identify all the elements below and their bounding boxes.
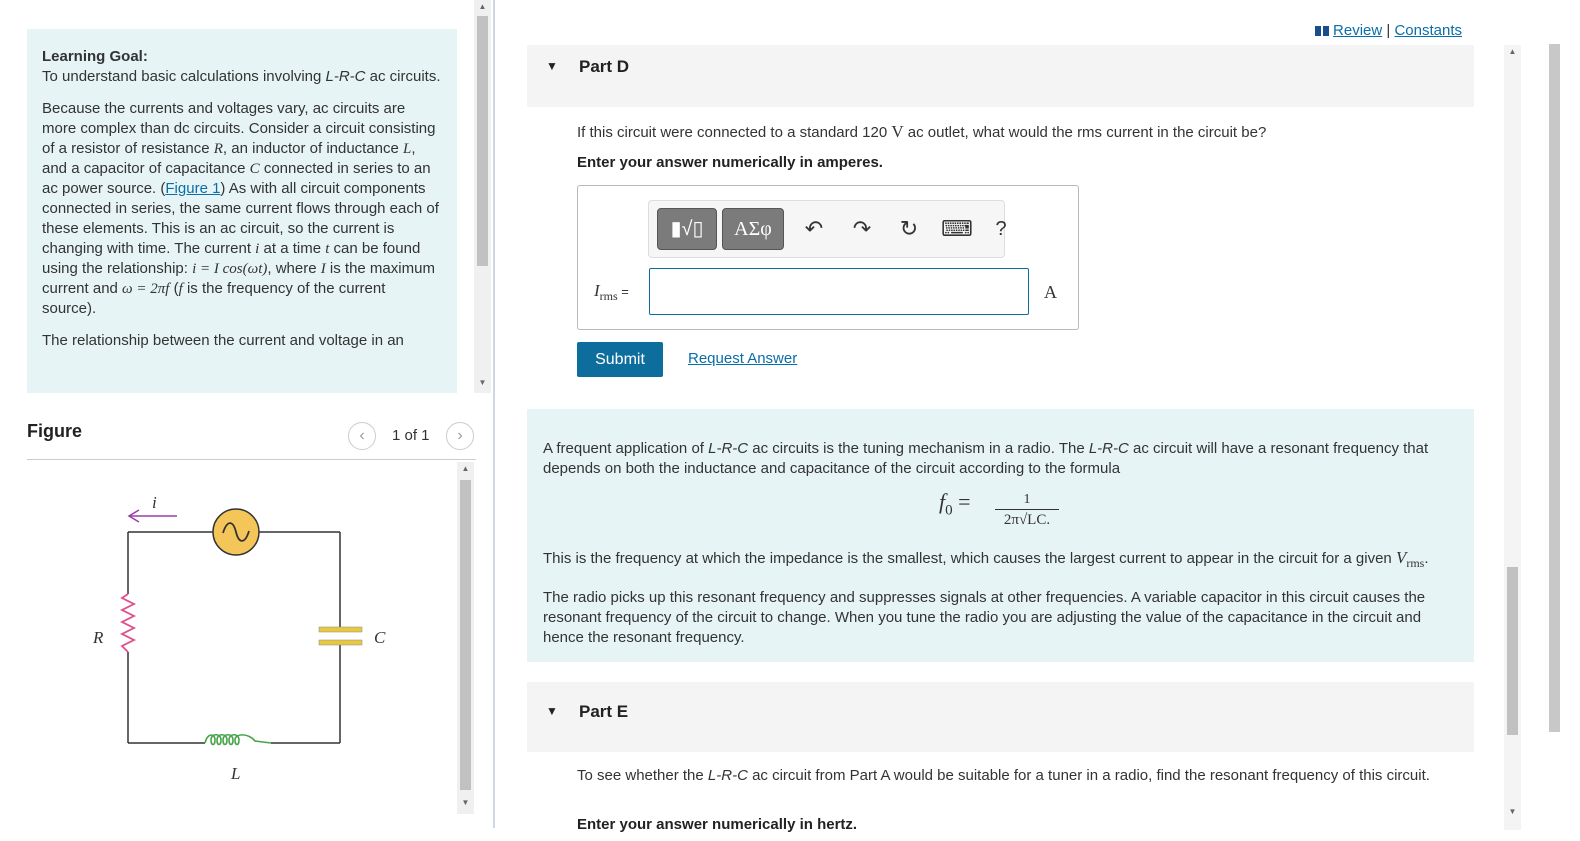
part-d-header[interactable]: [527, 45, 1474, 107]
irms-label: $I_{rms}$ =: [594, 281, 629, 303]
answer-input[interactable]: [649, 268, 1029, 315]
info-paragraph-1: A frequent application of L-R-C ac circuits is the tuning mechanism in a radio. The L-R-C ac circuit will have a resonant frequency that depends on both the inductance and capacitance of the circuit according to the formula: [543, 440, 1429, 477]
figure-scrollbar[interactable]: [457, 462, 474, 814]
scroll-down-icon[interactable]: ▼: [1508, 807, 1517, 816]
panel-divider[interactable]: [493, 0, 495, 828]
greek-symbols-button[interactable]: ΑΣφ: [722, 208, 784, 250]
part-e-instruction: Enter your answer numerically in hertz.: [577, 816, 858, 833]
scroll-up-icon[interactable]: ▲: [1508, 47, 1517, 56]
unit-label: A: [1044, 282, 1057, 302]
part-e-question: To see whether the L-R-C ac circuit from Part A would be suitable for a tuner in a radio, find the resonant frequency of this circuit.: [577, 767, 1430, 784]
collapse-triangle-icon[interactable]: ▼: [546, 59, 558, 73]
resonance-fraction: 1 2π√LC.: [995, 492, 1059, 529]
scroll-thumb[interactable]: [477, 16, 488, 266]
learning-goal-box: [27, 29, 457, 393]
review-link[interactable]: Review: [1333, 22, 1383, 39]
circuit-diagram: [27, 470, 457, 810]
help-icon[interactable]: ?: [995, 218, 1007, 240]
info-box: [527, 409, 1474, 662]
goal-heading: Learning Goal: To understand basic calculations involving L-R-C ac circuits.: [42, 48, 441, 85]
info-paragraph-2: This is the frequency at which the impedance is the smallest, which causes the largest current to appear in the circuit for a given $V_{rms}$.: [543, 548, 1429, 570]
scroll-thumb[interactable]: [1549, 44, 1560, 732]
page-scrollbar[interactable]: [1504, 45, 1521, 830]
redo-icon[interactable]: ↷: [852, 216, 872, 241]
resonance-formula: $f_0$ =: [939, 489, 971, 519]
top-links: Review | Constants: [1315, 22, 1462, 39]
keyboard-icon[interactable]: ⌨: [941, 216, 973, 241]
figure-divider: [27, 459, 476, 460]
window-scrollbar[interactable]: [1546, 0, 1563, 841]
label-C: C: [374, 628, 386, 647]
collapse-triangle-icon[interactable]: ▼: [546, 704, 558, 718]
scroll-thumb[interactable]: [460, 480, 471, 790]
scroll-down-icon[interactable]: ▼: [461, 798, 470, 807]
submit-button[interactable]: Submit: [577, 342, 663, 377]
constants-link[interactable]: Constants: [1394, 22, 1462, 39]
scroll-thumb[interactable]: [1507, 567, 1518, 735]
info-paragraph-3: The radio picks up this resonant frequency and suppresses signals at other frequencies. A variable capacitor in this circuit causes the resonant frequency of the circuit to change. When you tune the radio you are adjusting the value of the capacitance in the circuit and hence the resonant frequency.: [543, 589, 1426, 646]
reset-icon[interactable]: ↻: [899, 216, 919, 241]
part-d-question: If this circuit were connected to a standard 120 V ac outlet, what would the rms current in the circuit be?: [577, 122, 1267, 141]
math-toolbar: [648, 200, 1005, 258]
part-d-instruction: Enter your answer numerically in amperes.: [577, 154, 883, 171]
figure-title: Figure: [27, 421, 83, 441]
part-e-header[interactable]: [527, 682, 1474, 752]
goal-title: Learning Goal:: [42, 48, 148, 65]
figure-1-link[interactable]: Figure 1: [165, 180, 221, 197]
answer-box: [577, 185, 1079, 330]
right-panel: [496, 0, 1580, 841]
book-icon: [1315, 26, 1329, 36]
goal-description: Because the currents and voltages vary, ac circuits are more complex than dc circuits. Consider a circuit consisting of a resistor of resistance R, an inductor of inductance L, and a capacitor of capacitance C connected in series to an ac power source. (Figure 1) As with all circuit components connected in series, the same current flows through each of these elements. This is an ac circuit, so the current is changing with time. The current i at a time t can be found using the relationship: i = I cos(ωt), where I is the maximum current and ω = 2πf (f is the frequency of the current source).: [42, 100, 439, 317]
prev-figure-button[interactable]: ‹: [348, 422, 376, 450]
scroll-down-icon[interactable]: ▼: [478, 378, 487, 387]
label-i: i: [152, 493, 157, 512]
resistor-icon: [92, 594, 134, 652]
part-e-title: Part E: [579, 702, 629, 721]
figure-pager: 1 of 1: [392, 427, 430, 444]
capacitor-icon: [319, 627, 386, 647]
inductor-icon: [205, 735, 271, 783]
left-panel: [0, 0, 496, 841]
ac-source-icon: [213, 509, 259, 555]
current-arrow-icon: [129, 493, 177, 522]
goal-continuation: The relationship between the current and voltage in an: [42, 332, 404, 349]
label-L: L: [231, 764, 241, 783]
request-answer-link[interactable]: Request Answer: [688, 350, 798, 367]
undo-icon[interactable]: ↶: [804, 216, 824, 241]
goal-scrollbar[interactable]: [474, 0, 491, 393]
current-equation: i = I cos(ωt): [192, 261, 268, 277]
part-d-title: Part D: [579, 57, 630, 76]
next-figure-button[interactable]: ›: [446, 422, 474, 450]
scroll-up-icon[interactable]: ▲: [478, 2, 487, 11]
templates-button[interactable]: ▮√▯: [657, 208, 717, 250]
scroll-up-icon[interactable]: ▲: [461, 464, 470, 473]
label-R: R: [93, 628, 104, 647]
omega-equation: ω = 2πf: [122, 281, 170, 297]
